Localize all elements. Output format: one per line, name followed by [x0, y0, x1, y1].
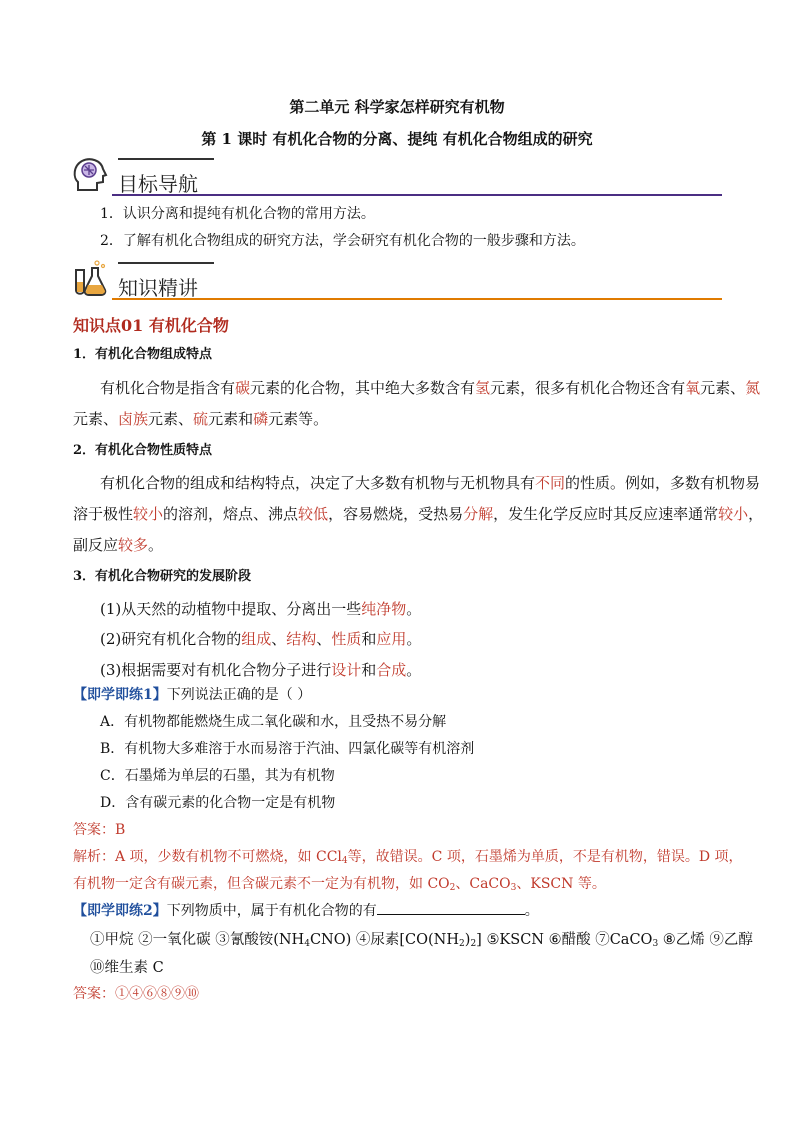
- goal-item-1: 1．认识分离和提纯有机化合物的常用方法。: [100, 206, 375, 222]
- practice-1-option-c: C．石墨烯为单层的石墨，其为有机物: [100, 768, 335, 784]
- knowledge-point-title: 知识点01 有机化合物: [73, 316, 229, 335]
- section-3-item-3: (3)根据需要对有机化合物分子进行设计和合成。: [100, 661, 422, 679]
- section-1-paragraph-line-1: 有机化合物是指含有碳元素的化合物，其中绝大多数含有氢元素，很多有机化合物还含有氧元素、氮: [100, 379, 761, 397]
- practice-1-option-a: A．有机物都能燃烧生成二氧化碳和水，且受热不易分解: [100, 714, 447, 730]
- practice-1-option-d: D．含有碳元素的化合物一定是有机物: [100, 795, 336, 811]
- section-3-item-1: (1)从天然的动植物中提取、分离出一些纯净物。: [100, 600, 422, 618]
- header-underline-short: [118, 158, 214, 160]
- section-1-paragraph-line-2: 元素、卤族元素、硫元素和磷元素等。: [73, 410, 329, 428]
- practice-1-analysis-line-1: 解析：A 项，少数有机物不可燃烧，如 CCl$_4$等，故错误。C 项，石墨烯为单质，不是有机物，错误。D 项，: [73, 849, 743, 866]
- practice-1-answer: 答案：B: [73, 822, 126, 838]
- section-2-paragraph-line-3: 副反应较多。: [73, 536, 164, 554]
- practice-2-items-line-2: ⑩维生素 C: [90, 960, 164, 976]
- goal-item-2: 2．了解有机化合物组成的研究方法，学会研究有机化合物的一般步骤和方法。: [100, 233, 585, 249]
- brain-head-icon: [70, 154, 110, 194]
- knowledge-divider: [112, 298, 722, 300]
- section-2-paragraph-line-2: 溶于极性较小的溶剂，熔点、沸点较低，容易燃烧，受热易分解，发生化学反应时其反应速率通常较小，: [73, 505, 764, 523]
- goals-divider: [112, 194, 722, 196]
- practice-2-answer: 答案：①④⑥⑧⑨⑩: [73, 986, 199, 1002]
- section-2-paragraph-line-1: 有机化合物的组成和结构特点，决定了大多数有机物与无机物具有不同的性质。例如，多数有机物易: [100, 474, 761, 492]
- section-2-title: 2．有机化合物性质特点: [73, 443, 213, 458]
- knowledge-heading: 知识精讲: [118, 276, 198, 300]
- section-3-title: 3．有机化合物研究的发展阶段: [73, 569, 252, 584]
- header-underline-short: [118, 262, 214, 264]
- practice-2-question: 【即学即练2】下列物质中，属于有机化合物的有 。: [73, 903, 539, 919]
- goals-heading: 目标导航: [118, 172, 198, 196]
- section-3-item-2: (2)研究有机化合物的组成、结构、性质和应用。: [100, 630, 422, 648]
- page-subtitle: 第 1 课时 有机化合物的分离、提纯 有机化合物组成的研究: [201, 130, 593, 148]
- practice-2-items-line-1: ①甲烷 ②一氧化碳 ③氰酸铵$(NH_4CNO)$ ④尿素$[CO(NH_2)_2]$ ⑤KSCN ⑥醋酸 ⑦CaCO$_3$ ⑧乙烯 ⑨乙醇: [90, 932, 753, 949]
- practice-1-option-b: B．有机物大多难溶于水而易溶于汽油、四氯化碳等有机溶剂: [100, 741, 475, 757]
- practice-1-analysis-line-2: 有机物一定含有碳元素，但含碳元素不一定为有机物，如 $CO_2$、CaCO$_3$、KSCN 等。: [73, 876, 606, 893]
- answer-blank[interactable]: [377, 902, 525, 915]
- practice-1-question: 【即学即练1】下列说法正确的是（ ）: [73, 687, 312, 703]
- section-1-title: 1．有机化合物组成特点: [73, 347, 213, 362]
- flask-icon: [70, 258, 110, 298]
- page-title: 第二单元 科学家怎样研究有机物: [289, 98, 505, 116]
